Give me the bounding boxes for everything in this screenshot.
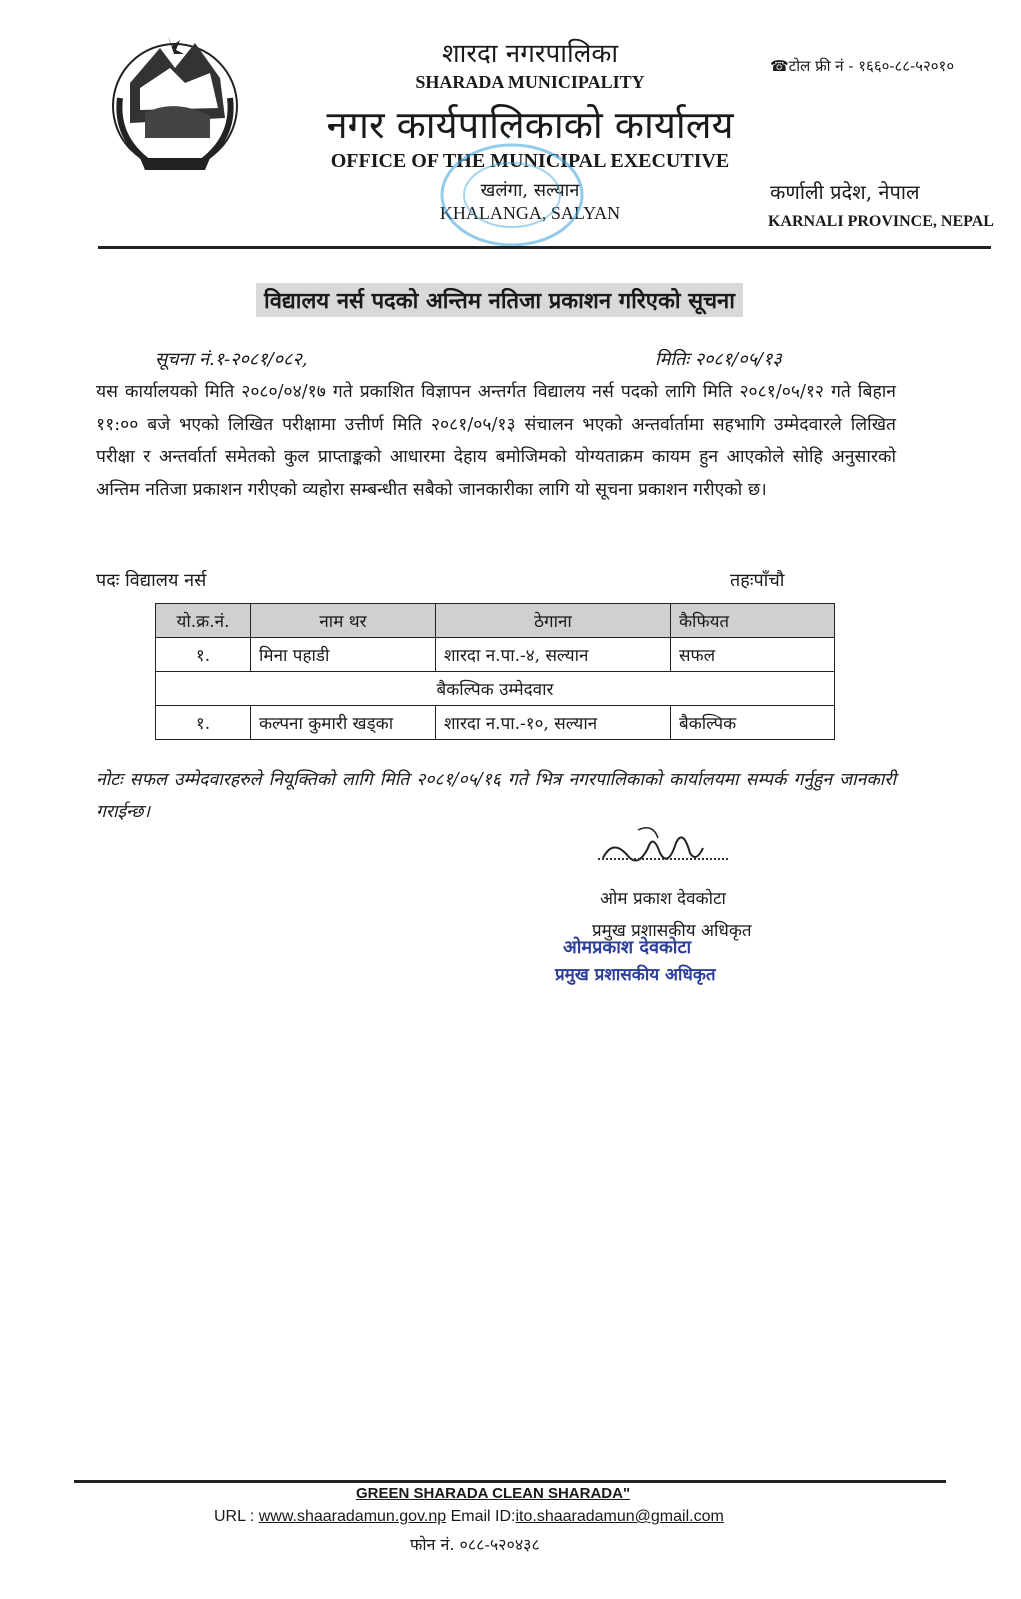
cell-remarks: सफल [671, 638, 835, 672]
signatory-designation: प्रमुख प्रशासकीय अधिकृत [592, 921, 752, 941]
level-label: तहःपाँचौ [730, 570, 785, 591]
post-label: पदः विद्यालय नर्स [96, 570, 207, 591]
notice-date: मितिः २०८१/०५/१३ [655, 349, 782, 370]
col-header-remarks: कैफियत [671, 604, 835, 638]
signatory-name: ओम प्रकाश देवकोटा [600, 889, 726, 909]
notice-body: यस कार्यालयको मिति २०८०/०४/१७ गते प्रकाशित विज्ञापन अन्तर्गत विद्यालय नर्स पदको लागि मिति २०८१/०५/१२ गते बिहान ११:०० बजे भएको लिखित परीक्षामा उत्तीर्ण मिति २०८१/०५/१३ संचालन भएको अन्तर्वार्तामा सहभागि उम्मेदवारले लिखित परीक्षा र अन्तर्वार्ता समेतको कुल प्राप्ताङ्कको आधारमा देहाय बमोजिमको योग्यताक्रम कायम हुन आएकोले सोहि अनुसारको अन्तिम नतिजा प्रकाशन गरीएको व्यहोरा सम्बन्धीत सबैको जानकारीका लागि यो सूचना प्रकाशन गरीएको छ। [96, 382, 896, 500]
footer-phone: फोन नं. ०८८-५२०४३८ [410, 1535, 540, 1554]
notice-subject: विद्यालय नर्स पदको अन्तिम नतिजा प्रकाशन गरिएको सूचना [256, 283, 743, 317]
result-table [155, 603, 835, 740]
table-header-row [156, 604, 835, 638]
cell-name: मिना पहाडी [251, 638, 436, 672]
signature-line [598, 858, 728, 860]
province-np: कर्णाली प्रदेश, नेपाल [770, 180, 920, 204]
url-label: URL : [214, 1508, 259, 1525]
cell-address: शारदा न.पा.-४, सल्यान [436, 638, 671, 672]
office-name-en: OFFICE OF THE MUNICIPAL EXECUTIVE [330, 150, 730, 172]
nepal-emblem-icon [100, 28, 250, 178]
table-row [156, 638, 835, 672]
website-link[interactable]: www.shaaradamun.gov.np [258, 1508, 447, 1525]
cell-name: कल्पना कुमारी खड्का [251, 706, 436, 740]
alternate-label-row [156, 672, 835, 706]
municipality-name-en: SHARADA MUNICIPALITY [415, 72, 645, 92]
footer-contact [214, 1508, 724, 1526]
handwritten-signature [598, 818, 708, 878]
cell-serial: १. [156, 638, 251, 672]
stamp-designation: प्रमुख प्रशासकीय अधिकृत [555, 965, 716, 985]
reference-number: सूचना नं.१-२०८१/०८२, [155, 349, 308, 370]
cell-serial: १. [156, 706, 251, 740]
place-np: खलंगा, सल्यान [480, 180, 580, 201]
col-header-name: नाम थर [251, 604, 436, 638]
cell-remarks: बैकल्पिक [671, 706, 835, 740]
cell-address: शारदा न.पा.-१०, सल्यान [436, 706, 671, 740]
footer-divider [74, 1480, 946, 1483]
table-row [156, 706, 835, 740]
stamp-name: ओमप्रकाश देवकोटा [563, 937, 692, 958]
col-header-serial: यो.क्र.नं. [156, 604, 251, 638]
office-seal-stamp [432, 140, 592, 250]
province-en: KARNALI PROVINCE, NEPAL [768, 213, 994, 230]
col-header-address: ठेगाना [436, 604, 671, 638]
email-link[interactable]: ito.shaaradamun@gmail.com [515, 1508, 724, 1525]
email-label: Email ID: [446, 1508, 516, 1525]
alternate-candidate-label: बैकल्पिक उम्मेदवार [156, 672, 835, 706]
footer-slogan: GREEN SHARADA CLEAN SHARADA" [356, 1485, 631, 1502]
tollfree-number: ☎टोल फ्री नं - १६६०-८८-५२०१० [770, 57, 955, 75]
place-en: KHALANGA, SALYAN [439, 203, 621, 223]
office-name-np: नगर कार्यपालिकाको कार्यालय [326, 103, 734, 147]
header-divider [98, 246, 991, 249]
notice-note: नोटः सफल उम्मेदवारहरुले नियूक्तिको लागि मिति २०८१/०५/१६ गते भित्र नगरपालिकाको कार्यालयमा सम्पर्क गर्नुहुन जानकारी गराईन्छ। [96, 770, 896, 822]
municipality-name-np: शारदा नगरपालिका [441, 39, 619, 69]
